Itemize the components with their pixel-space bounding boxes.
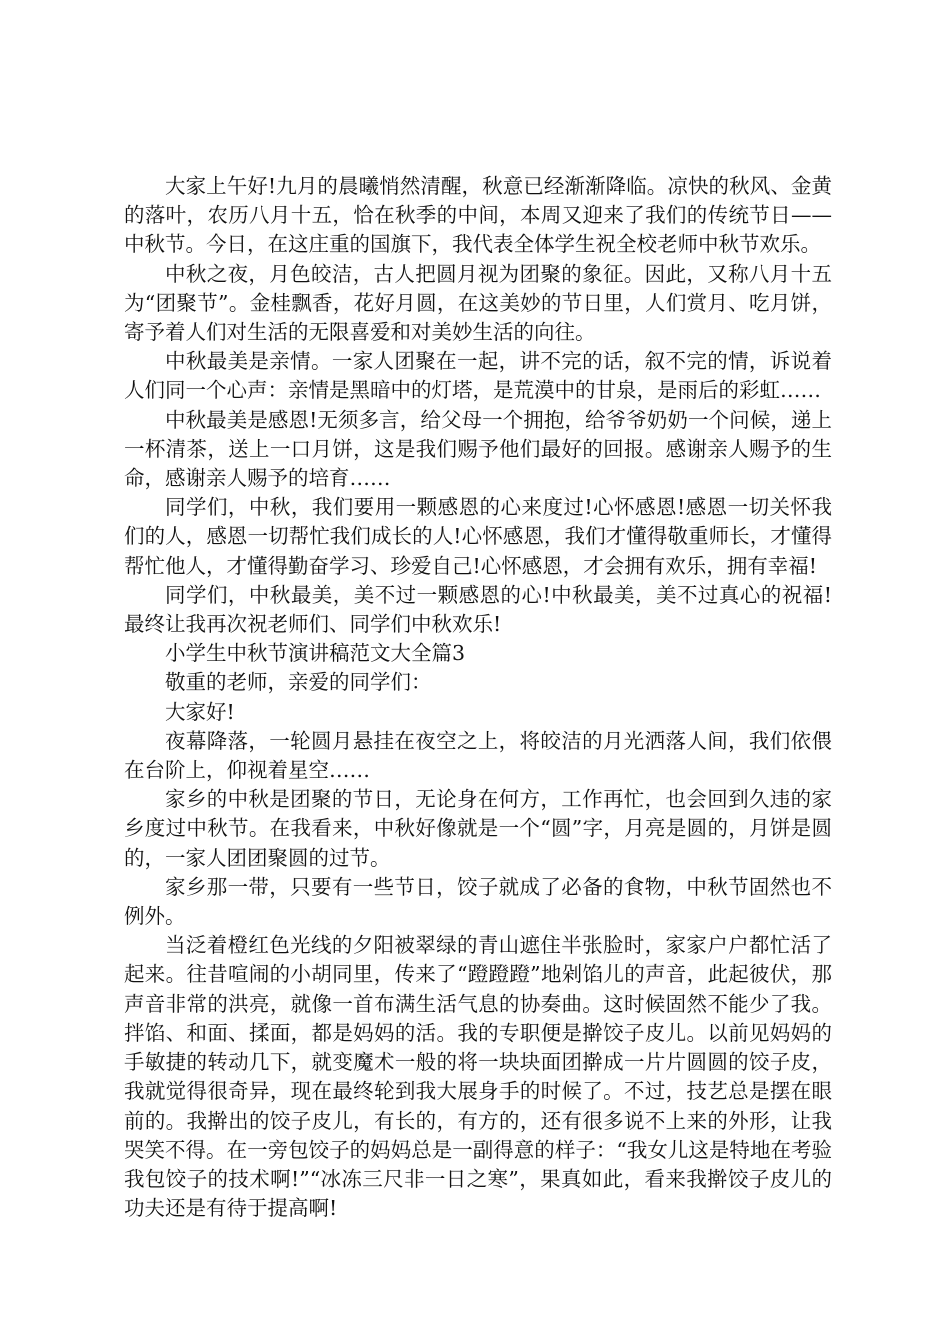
paragraph-salutation: 敬重的老师，亲爱的同学们： [165, 670, 432, 695]
paragraph-dumplings: 家乡那一带，只要有一些节日，饺子就成了必备的食物，中秋节固然也不例外。 [124, 874, 832, 929]
paragraph-nightfall: 夜幕降落，一轮圆月悬挂在夜空之上，将皎洁的月光洒落人间，我们依偎在台阶上，仰视着星空…… [124, 728, 832, 783]
paragraph-family-love: 中秋最美是亲情。一家人团聚在一起，讲不完的话，叙不完的情，诉说着人们同一个心声：亲情是黑暗中的灯塔，是荒漠中的甘泉，是雨后的彩虹…… [124, 349, 832, 403]
paragraph-greeting: 大家上午好!九月的晨曦悄然清醒，秋意已经渐渐降临。凉快的秋风、金黄的落叶，农历八月十五，恰在秋季的中间，本周又迎来了我们的传统节日——中秋节。今日，在这庄重的国旗下，我代表全体学生祝全校老师中秋节欢乐。 [124, 174, 832, 257]
paragraph-grateful-heart: 同学们，中秋，我们要用一颗感恩的心来度过!心怀感恩!感恩一切关怀我们的人，感恩一切帮忙我们成长的人!心怀感恩，我们才懂得敬重师长，才懂得帮忙他人，才懂得勤奋学习、珍爱自己!心怀感恩，才会拥有欢乐，拥有幸福! [124, 495, 832, 578]
paragraph-gratitude: 中秋最美是感恩!无须多言，给父母一个拥抱，给爷爷奶奶一个问候，递上一杯清茶，送上一口月饼，这是我们赐予他们最好的回报。感谢亲人赐予的生命，感谢亲人赐予的培育…… [124, 407, 832, 491]
paragraph-hometown-reunion: 家乡的中秋是团聚的节日，无论身在何方，工作再忙，也会回到久违的家乡度过中秋节。在我看来，中秋好像就是一个“圆”字，月亮是圆的，月饼是圆的，一家人团团聚圆的过节。 [124, 787, 832, 870]
section-title: 小学生中秋节演讲稿范文大全篇3 [165, 641, 466, 666]
paragraph-making-dumplings: 当泛着橙红色光线的夕阳被翠绿的青山遮住半张脸时，家家户户都忙活了起来。往昔喧闹的小胡同里，传来了“蹬蹬蹬”地剁馅儿的声音，此起彼伏，那声音非常的洪亮，就像一首布满生活气息的协奏曲。这时候固然不能少了我。拌馅、和面、揉面，都是妈妈的活。我的专职便是擀饺子皮儿。以前见妈妈的手敏捷的转动几下，就变魔术一般的将一块块面团擀成一片片圆圆的饺子皮，我就觉得很奇异，现在最终轮到我大展身手的时候了。不过，技艺总是摆在眼前的。我擀出的饺子皮儿，有长的，有方的，还有很多说不上来的外形，让我哭笑不得。在一旁包饺子的妈妈总是一副得意的样子：“我女儿这是特地在考验我包饺子的技术啊!”“冰冻三尺非一日之寒”，果真如此，看来我擀饺子皮儿的功夫还是有待于提高啊! [124, 933, 832, 1221]
document-body [124, 172, 832, 1223]
paragraph-closing-wishes: 同学们，中秋最美，美不过一颗感恩的心!中秋最美，美不过真心的祝福!最终让我再次祝老师们、同学们中秋欢乐! [124, 582, 832, 637]
paragraph-mid-autumn-night: 中秋之夜，月色皎洁，古人把圆月视为团聚的象征。因此，又称八月十五为“团聚节”。金桂飘香，花好月圆，在这美妙的节日里，人们赏月、吃月饼，寄予着人们对生活的无限喜爱和对美妙生活的向往。 [124, 261, 832, 345]
paragraph-hello: 大家好! [165, 699, 235, 724]
